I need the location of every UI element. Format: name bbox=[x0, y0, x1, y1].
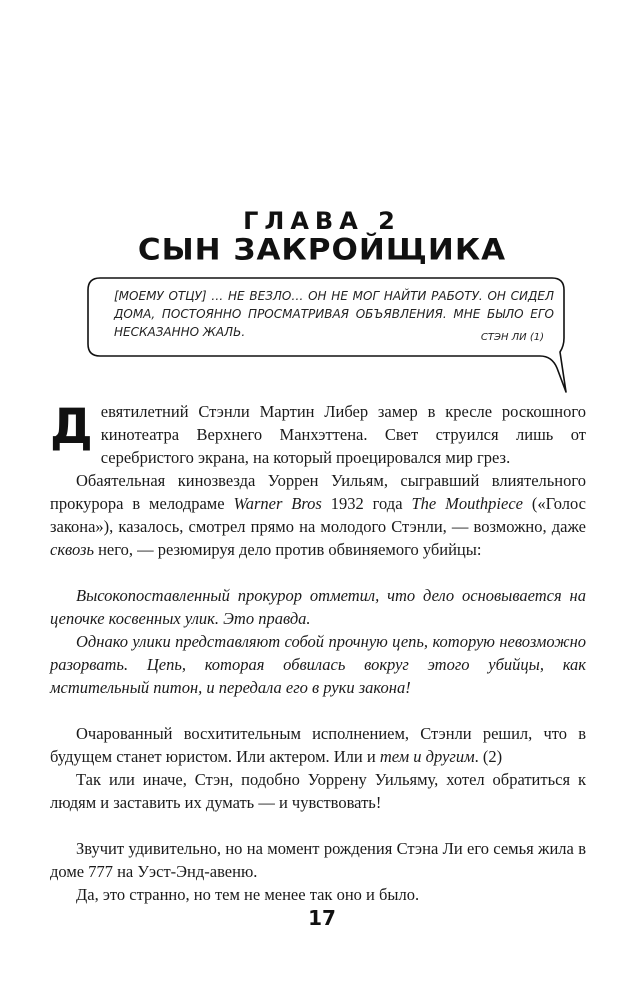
body-text bbox=[50, 400, 586, 906]
paragraph-2-text-c: 1932 года bbox=[321, 494, 412, 513]
studio-name: Warner Bros bbox=[233, 494, 322, 513]
quote-1: Высокопоставленный прокурор отметил, что дело основывается на цепочке косвенных улик. Это правда. bbox=[50, 586, 586, 628]
page-number: 17 bbox=[308, 906, 336, 930]
chapter-title: СЫН ЗАКРОЙЩИКА bbox=[137, 232, 507, 268]
paragraph-5: Звучит удивительно, но на момент рождения Стэна Ли его семья жила в доме 777 на Уэст-Энд-авеню. bbox=[50, 839, 586, 881]
chapter-label: ГЛАВА 2 bbox=[243, 207, 401, 235]
paragraph-1 bbox=[50, 400, 586, 469]
quote-2: Однако улики представляют собой прочную цепь, которую невозможно разорвать. Цепь, которая обвилась вокруг этого убийцы, как мстительный питон, и передала его в руки закона! bbox=[50, 632, 586, 697]
epigraph-attribution: СТЭН ЛИ (1) bbox=[480, 332, 544, 343]
paragraph-6: Да, это странно, но тем не менее так оно и было. bbox=[76, 885, 420, 904]
paragraph-2 bbox=[50, 469, 586, 561]
dropcap: Д bbox=[50, 399, 93, 455]
paragraph-3-emphasis: тем и другим bbox=[379, 747, 475, 766]
emphasis-word: сквозь bbox=[50, 540, 94, 559]
film-title: The Mouthpiece bbox=[411, 494, 523, 513]
paragraph-2-text-a: Обаятельная кинозвезда Уоррен Уильям, сыгравший влиятельного прокурора в мелодраме bbox=[50, 471, 586, 513]
paragraph-3-text-a: Очарованный восхитительным исполнением, Стэнли решил, что в будущем станет юристом. Или актером. Или и bbox=[50, 724, 586, 766]
epigraph-text: [МОЕМУ ОТЦУ] … НЕ ВЕЗЛО… ОН НЕ МОГ НАЙТИ РАБОТУ. ОН СИДЕЛ ДОМА, ПОСТОЯННО ПРОСМАТРИВАЯ ОБЪЯВЛЕНИЯ. МНЕ БЫЛО ЕГО НЕСКАЗАННО ЖАЛЬ. bbox=[114, 289, 554, 339]
paragraph-3 bbox=[50, 722, 586, 768]
paragraph-4: Так или иначе, Стэн, подобно Уоррену Уильяму, хотел обратиться к людям и заставить их думать — и чувствовать! bbox=[50, 770, 586, 812]
paragraph-2-text-e: («Голос закона»), казалось, смотрел прямо на молодого Стэнли, — возможно, даже bbox=[50, 494, 586, 536]
paragraph-2-text-g: него, — резюмируя дело против обвиняемого убийцы: bbox=[93, 540, 482, 559]
paragraph-1-text: евятилетний Стэнли Мартин Либер замер в кресле роскошного кинотеатра Верхнего Манхэттена. Свет струился лишь от серебристого экрана, на который проецировался мир грез. bbox=[100, 402, 586, 467]
paragraph-3-text-c: . (2) bbox=[474, 747, 503, 766]
